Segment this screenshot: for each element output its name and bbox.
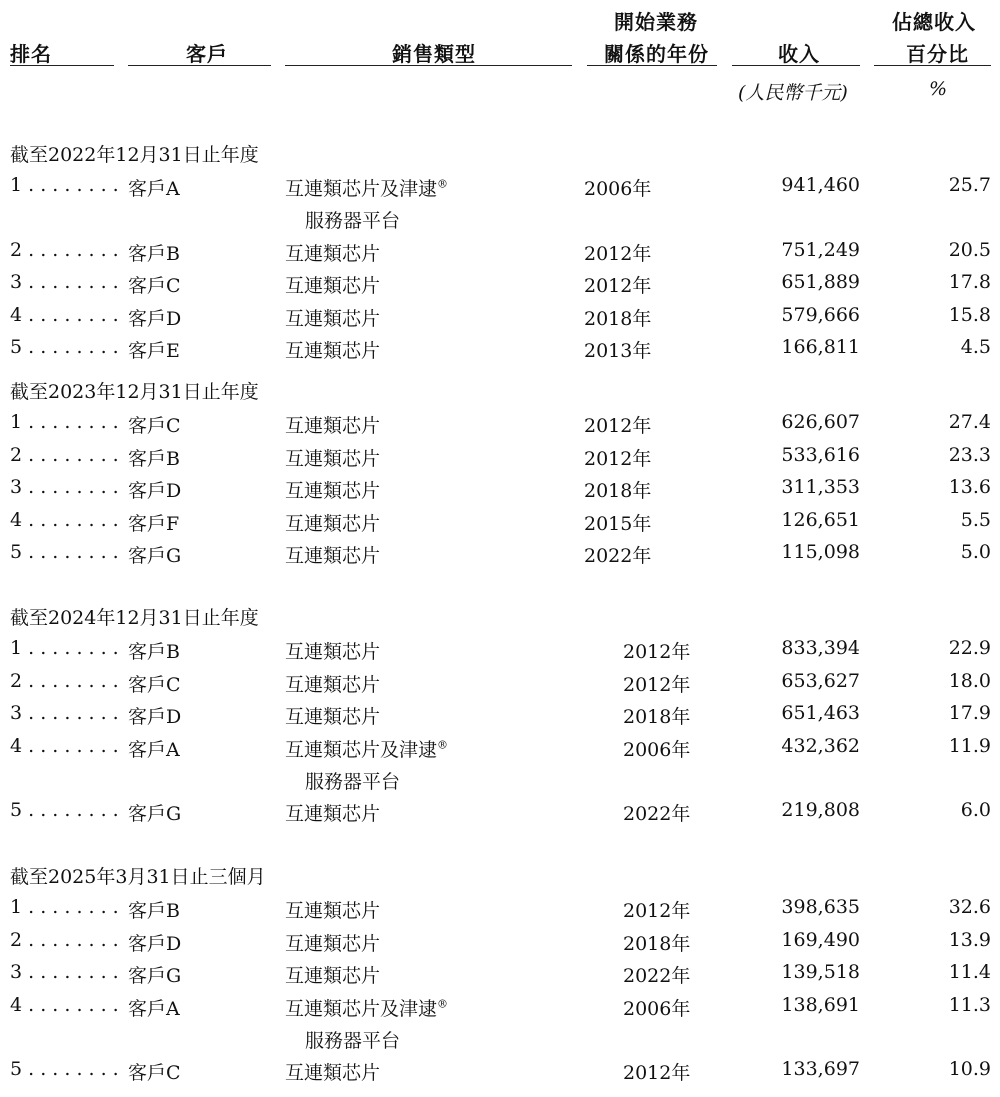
revenue-cell: 115,098 xyxy=(781,541,860,563)
rank-cell: 5 . . . . . . . . xyxy=(10,541,119,563)
year-cell: 2015年 xyxy=(584,512,652,535)
year-cell: 2022年 xyxy=(584,545,652,567)
sales-type-text: 互連類芯片 xyxy=(285,242,381,265)
year-cell: 2012年 xyxy=(584,275,652,298)
sales-type-line2: 服務器平台 xyxy=(305,210,401,233)
revenue-cell: 432,362 xyxy=(781,734,860,757)
customer-cell: 客戶A xyxy=(128,997,180,1020)
pct-cell: 13.9 xyxy=(948,928,991,951)
sales-type-cell xyxy=(285,271,380,298)
sales-type-cell xyxy=(285,444,380,471)
header-rule-customer xyxy=(128,65,271,66)
customer-cell: 客戶C xyxy=(128,275,181,298)
header-rule-year xyxy=(587,65,717,66)
rank-cell: 2 . . . . . . . . xyxy=(10,443,119,466)
year-cell: 2006年 xyxy=(623,997,691,1020)
sales-type-cell xyxy=(285,961,380,988)
customer-cell: 客戶D xyxy=(128,307,182,330)
year-cell: 2013年 xyxy=(584,340,652,362)
pct-cell: 4.5 xyxy=(960,336,991,358)
header-revenue: 收入 xyxy=(778,42,820,66)
year-cell: 2012年 xyxy=(623,1062,691,1084)
pct-cell: 11.9 xyxy=(948,734,991,757)
sales-type-text: 互連類芯片 xyxy=(285,803,381,825)
sales-type-text: 互連類芯片 xyxy=(285,480,381,503)
sales-type-text: 互連類芯片 xyxy=(285,275,381,298)
sales-type-cell xyxy=(285,702,380,729)
sales-type-cell xyxy=(285,476,380,503)
rank-cell: 3 . . . . . . . . xyxy=(10,961,119,984)
sales-type-cell xyxy=(285,304,380,331)
pct-unit-label: % xyxy=(929,78,948,100)
revenue-cell: 126,651 xyxy=(781,508,860,531)
customer-cell: 客戶D xyxy=(128,932,182,955)
year-cell: 2018年 xyxy=(584,480,652,503)
registered-mark: ® xyxy=(437,178,449,192)
revenue-cell: 133,697 xyxy=(781,1058,860,1080)
pct-cell: 20.5 xyxy=(948,238,991,261)
customer-cell: 客戶B xyxy=(128,447,180,470)
pct-cell: 22.9 xyxy=(948,637,991,660)
pct-cell: 18.0 xyxy=(948,669,991,692)
rank-cell: 5 . . . . . . . . xyxy=(10,799,119,821)
section-title: 截至2025年3月31日止三個月 xyxy=(10,866,266,888)
header-rank: 排名 xyxy=(10,42,52,66)
year-cell: 2012年 xyxy=(584,242,652,265)
sales-type-text: 互連類芯片及津逮 xyxy=(285,738,438,761)
rank-cell: 2 . . . . . . . . xyxy=(10,669,119,692)
rank-cell: 1 . . . . . . . . xyxy=(10,174,119,197)
rank-cell: 1 . . . . . . . . xyxy=(10,896,119,919)
pct-cell: 23.3 xyxy=(948,443,991,466)
header-rule-pct xyxy=(874,65,991,66)
header-customer: 客戶 xyxy=(186,42,228,66)
pct-cell: 10.9 xyxy=(948,1058,991,1080)
rank-cell: 2 . . . . . . . . xyxy=(10,928,119,951)
section-title: 截至2023年12月31日止年度 xyxy=(10,381,259,403)
revenue-cell: 626,607 xyxy=(781,411,860,434)
customer-cell: 客戶C xyxy=(128,1062,181,1084)
sales-type-cell xyxy=(285,1058,380,1085)
pct-cell: 32.6 xyxy=(948,896,991,919)
sales-type-text: 互連類芯片 xyxy=(285,447,381,470)
sales-type-cell xyxy=(285,509,380,536)
sales-type-text: 互連類芯片 xyxy=(285,673,381,696)
revenue-cell: 751,249 xyxy=(781,238,860,261)
revenue-cell: 311,353 xyxy=(781,476,860,499)
customer-cell: 客戶B xyxy=(128,242,180,265)
sales-type-text: 互連類芯片 xyxy=(285,415,381,438)
pct-cell: 17.8 xyxy=(948,271,991,294)
registered-mark: ® xyxy=(437,997,449,1011)
rank-cell: 1 . . . . . . . . xyxy=(10,637,119,660)
year-cell: 2022年 xyxy=(623,803,691,825)
revenue-cell: 138,691 xyxy=(781,993,860,1016)
year-cell: 2012年 xyxy=(584,415,652,438)
sales-type-cell xyxy=(285,174,448,201)
pct-cell: 25.7 xyxy=(948,174,991,197)
revenue-cell: 651,889 xyxy=(781,271,860,294)
rank-cell: 3 . . . . . . . . xyxy=(10,476,119,499)
sales-type-text: 互連類芯片 xyxy=(285,900,381,923)
revenue-cell: 579,666 xyxy=(781,303,860,326)
revenue-cell: 398,635 xyxy=(781,896,860,919)
sales-type-line2: 服務器平台 xyxy=(305,1029,401,1052)
rank-cell: 4 . . . . . . . . xyxy=(10,734,119,757)
header-year-line1: 開始業務 xyxy=(614,10,698,34)
header-rule-rank xyxy=(10,65,114,66)
header-pct-line1: 佔總收入 xyxy=(892,10,976,34)
sales-type-text: 互連類芯片 xyxy=(285,965,381,988)
pct-cell: 13.6 xyxy=(948,476,991,499)
rank-cell: 2 . . . . . . . . xyxy=(10,238,119,261)
sales-type-cell xyxy=(285,670,380,697)
revenue-unit-label: (人民幣千元) xyxy=(738,82,848,104)
sales-type-text: 互連類芯片 xyxy=(285,706,381,729)
sales-type-text: 互連類芯片 xyxy=(285,512,381,535)
year-cell: 2022年 xyxy=(623,965,691,988)
customer-cell: 客戶G xyxy=(128,803,182,825)
pct-cell: 6.0 xyxy=(960,799,991,821)
sales-type-cell xyxy=(285,336,380,363)
rank-cell: 4 . . . . . . . . xyxy=(10,993,119,1016)
revenue-cell: 533,616 xyxy=(781,443,860,466)
customer-cell: 客戶D xyxy=(128,480,182,503)
pct-cell: 27.4 xyxy=(948,411,991,434)
revenue-cell: 651,463 xyxy=(781,702,860,725)
sales-type-text: 互連類芯片 xyxy=(285,641,381,664)
rank-cell: 1 . . . . . . . . xyxy=(10,411,119,434)
pct-cell: 5.0 xyxy=(960,541,991,563)
sales-type-cell xyxy=(285,239,380,266)
revenue-cell: 941,460 xyxy=(781,174,860,197)
customer-cell: 客戶E xyxy=(128,340,180,362)
sales-type-text: 互連類芯片 xyxy=(285,545,381,567)
year-cell: 2018年 xyxy=(584,307,652,330)
year-cell: 2006年 xyxy=(584,178,652,201)
sales-type-cell xyxy=(285,799,380,826)
year-cell: 2012年 xyxy=(623,673,691,696)
customer-cell: 客戶B xyxy=(128,641,180,664)
revenue-cell: 653,627 xyxy=(781,669,860,692)
revenue-cell: 219,808 xyxy=(781,799,860,821)
customer-cell: 客戶G xyxy=(128,965,182,988)
customer-cell: 客戶C xyxy=(128,673,181,696)
revenue-cell: 166,811 xyxy=(781,336,860,358)
sales-type-text: 互連類芯片 xyxy=(285,307,381,330)
sales-type-cell xyxy=(285,929,380,956)
customer-cell: 客戶A xyxy=(128,178,180,201)
customer-cell: 客戶B xyxy=(128,900,180,923)
section-title: 截至2024年12月31日止年度 xyxy=(10,607,259,629)
customer-cell: 客戶G xyxy=(128,545,182,567)
rank-cell: 5 . . . . . . . . xyxy=(10,1058,119,1080)
year-cell: 2018年 xyxy=(623,706,691,729)
header-pct-line2: 百分比 xyxy=(906,42,969,66)
year-cell: 2012年 xyxy=(584,447,652,470)
rank-cell: 3 . . . . . . . . xyxy=(10,702,119,725)
sales-type-cell xyxy=(285,411,380,438)
pct-cell: 11.4 xyxy=(948,961,991,984)
year-cell: 2018年 xyxy=(623,932,691,955)
rank-cell: 5 . . . . . . . . xyxy=(10,336,119,358)
sales-type-text: 互連類芯片 xyxy=(285,932,381,955)
sales-type-text: 互連類芯片 xyxy=(285,340,381,362)
year-cell: 2012年 xyxy=(623,900,691,923)
sales-type-text: 互連類芯片 xyxy=(285,1062,381,1084)
sales-type-line2: 服務器平台 xyxy=(305,770,401,793)
sales-type-cell xyxy=(285,637,380,664)
revenue-cell: 833,394 xyxy=(781,637,860,660)
customer-cell: 客戶A xyxy=(128,738,180,761)
section-title: 截至2022年12月31日止年度 xyxy=(10,144,259,166)
year-cell: 2006年 xyxy=(623,738,691,761)
year-cell: 2012年 xyxy=(623,641,691,664)
sales-type-text: 互連類芯片及津逮 xyxy=(285,997,438,1020)
sales-type-cell xyxy=(285,735,448,762)
customer-cell: 客戶C xyxy=(128,415,181,438)
customer-cell: 客戶F xyxy=(128,512,180,535)
header-sales-type: 銷售類型 xyxy=(392,42,476,66)
pct-cell: 17.9 xyxy=(948,702,991,725)
sales-type-cell xyxy=(285,896,380,923)
revenue-cell: 169,490 xyxy=(781,928,860,951)
pct-cell: 11.3 xyxy=(948,993,991,1016)
revenue-cell: 139,518 xyxy=(781,961,860,984)
sales-type-text: 互連類芯片及津逮 xyxy=(285,178,438,201)
pct-cell: 15.8 xyxy=(948,303,991,326)
registered-mark: ® xyxy=(437,738,449,752)
pct-cell: 5.5 xyxy=(960,508,991,531)
customer-cell: 客戶D xyxy=(128,706,182,729)
header-rule-sales-type xyxy=(285,65,572,66)
sales-type-cell xyxy=(285,994,448,1021)
header-rule-revenue xyxy=(732,65,860,66)
rank-cell: 4 . . . . . . . . xyxy=(10,508,119,531)
rank-cell: 3 . . . . . . . . xyxy=(10,271,119,294)
rank-cell: 4 . . . . . . . . xyxy=(10,303,119,326)
header-year-line2: 關係的年份 xyxy=(604,42,709,66)
sales-type-cell xyxy=(285,541,380,568)
